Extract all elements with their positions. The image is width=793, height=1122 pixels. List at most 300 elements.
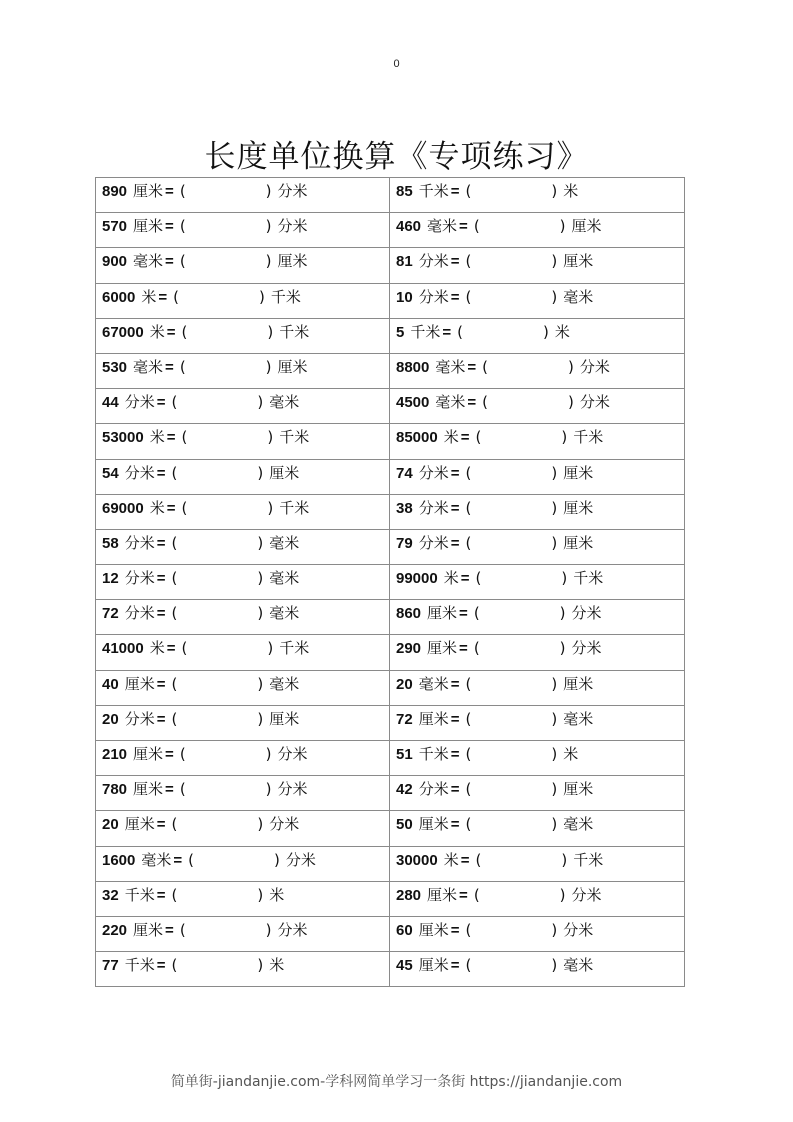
- equals-sign: =: [156, 534, 166, 552]
- close-paren: ): [257, 569, 264, 588]
- equals-sign: =: [450, 253, 460, 271]
- source-unit: 千米: [124, 956, 155, 975]
- open-paren: (: [171, 533, 178, 552]
- quantity-value: 50: [396, 816, 413, 834]
- problem-cell: [390, 846, 685, 881]
- source-unit: 分米: [124, 393, 155, 412]
- source-unit: 分米: [124, 604, 155, 623]
- close-paren: ): [551, 780, 558, 799]
- quantity-value: 6000: [102, 288, 136, 306]
- close-paren: ): [257, 956, 264, 975]
- quantity-value: 20: [102, 816, 119, 834]
- table-row: [96, 600, 685, 635]
- problem-cell: [96, 635, 390, 670]
- equals-sign: =: [166, 499, 176, 517]
- source-unit: 分米: [418, 780, 449, 799]
- close-paren: ): [265, 920, 272, 939]
- open-paren: (: [475, 428, 482, 447]
- quantity-value: 67000: [102, 323, 144, 341]
- equals-sign: =: [173, 851, 183, 869]
- target-unit: 分米: [571, 604, 602, 623]
- close-paren: ): [551, 709, 558, 728]
- target-unit: 分米: [269, 815, 300, 834]
- quantity-value: 81: [396, 253, 413, 271]
- equals-sign: =: [467, 394, 477, 412]
- target-unit: 厘米: [563, 674, 594, 693]
- target-unit: 米: [269, 885, 285, 904]
- open-paren: (: [473, 217, 480, 236]
- close-paren: ): [257, 604, 264, 623]
- problem-cell: [96, 283, 390, 318]
- close-paren: ): [551, 182, 558, 200]
- target-unit: 厘米: [563, 533, 594, 552]
- source-unit: 厘米: [133, 780, 164, 799]
- problem-cell: [96, 916, 390, 951]
- target-unit: 毫米: [269, 674, 300, 693]
- open-paren: (: [482, 357, 489, 376]
- open-paren: (: [179, 357, 186, 376]
- open-paren: (: [171, 956, 178, 975]
- open-paren: (: [475, 569, 482, 588]
- open-paren: (: [181, 639, 188, 658]
- open-paren: (: [179, 780, 186, 799]
- target-unit: 千米: [573, 569, 604, 588]
- problem-cell: [390, 952, 685, 987]
- open-paren: (: [173, 287, 180, 306]
- problem-cell: [390, 459, 685, 494]
- source-unit: 厘米: [427, 639, 458, 658]
- target-unit: 分米: [285, 850, 316, 869]
- quantity-value: 85000: [396, 429, 438, 447]
- close-paren: ): [561, 850, 568, 869]
- table-row: [96, 389, 685, 424]
- table-row: [96, 881, 685, 916]
- conversion-problem: [102, 248, 389, 282]
- close-paren: ): [267, 498, 274, 517]
- target-unit: 毫米: [269, 604, 300, 623]
- equals-sign: =: [165, 358, 174, 376]
- table-row: [96, 248, 685, 283]
- conversion-problem: [102, 917, 389, 951]
- close-paren: ): [561, 428, 568, 447]
- problem-cell: [390, 424, 685, 459]
- equals-sign: =: [165, 183, 174, 200]
- table-row: [96, 705, 685, 740]
- conversion-problem: [396, 776, 684, 810]
- equals-sign: =: [156, 605, 166, 623]
- source-unit: 分米: [418, 287, 449, 306]
- source-unit: 厘米: [133, 920, 164, 939]
- close-paren: ): [559, 604, 566, 623]
- table-row: [96, 494, 685, 529]
- open-paren: (: [188, 850, 195, 869]
- equals-sign: =: [450, 957, 460, 975]
- quantity-value: 44: [102, 394, 119, 412]
- target-unit: 厘米: [563, 498, 594, 517]
- problem-cell: [390, 741, 685, 776]
- close-paren: ): [267, 322, 274, 341]
- close-paren: ): [259, 287, 265, 306]
- equals-sign: =: [156, 464, 166, 482]
- conversion-problem: [102, 706, 389, 740]
- problem-cell: [390, 283, 685, 318]
- problem-cell: [390, 635, 685, 670]
- problem-cell: [96, 565, 390, 600]
- equals-sign: =: [165, 746, 174, 763]
- open-paren: (: [171, 569, 178, 588]
- close-paren: ): [551, 745, 558, 763]
- quantity-value: 900: [102, 253, 128, 271]
- equals-sign: =: [459, 605, 468, 623]
- source-unit: 分米: [418, 498, 449, 517]
- conversion-problem: [396, 213, 684, 247]
- close-paren: ): [568, 393, 574, 412]
- source-unit: 毫米: [427, 217, 458, 236]
- problem-cell: [96, 846, 390, 881]
- target-unit: 厘米: [571, 217, 602, 236]
- quantity-value: 5: [396, 323, 405, 341]
- equals-sign: =: [165, 218, 174, 236]
- target-unit: 分米: [571, 885, 602, 904]
- open-paren: (: [465, 287, 472, 306]
- conversion-exercise-table: [95, 177, 685, 987]
- problem-cell: [390, 494, 685, 529]
- source-unit: 千米: [418, 182, 449, 200]
- open-paren: (: [475, 850, 482, 869]
- conversion-problem: [396, 847, 684, 881]
- equals-sign: =: [450, 710, 460, 728]
- quantity-value: 460: [396, 218, 422, 236]
- conversion-problem: [102, 213, 389, 247]
- conversion-problem: [396, 178, 684, 212]
- table-row: [96, 846, 685, 881]
- problem-cell: [96, 776, 390, 811]
- target-unit: 千米: [573, 850, 604, 869]
- source-unit: 分米: [418, 533, 449, 552]
- close-paren: ): [267, 428, 274, 447]
- table-row: [96, 213, 685, 248]
- equals-sign: =: [450, 499, 460, 517]
- problem-cell: [96, 248, 390, 283]
- open-paren: (: [465, 498, 472, 517]
- quantity-value: 40: [102, 675, 119, 693]
- equals-sign: =: [450, 816, 460, 834]
- page-number: 0: [393, 58, 400, 70]
- equals-sign: =: [442, 323, 452, 341]
- source-unit: 米: [149, 322, 165, 341]
- table-row: [96, 565, 685, 600]
- quantity-value: 570: [102, 218, 128, 236]
- problem-cell: [96, 600, 390, 635]
- close-paren: ): [551, 252, 558, 271]
- close-paren: ): [265, 182, 272, 200]
- conversion-problem: [102, 882, 389, 916]
- target-unit: 毫米: [269, 533, 300, 552]
- open-paren: (: [473, 604, 480, 623]
- problem-cell: [390, 389, 685, 424]
- problem-cell: [96, 811, 390, 846]
- equals-sign: =: [450, 464, 460, 482]
- source-unit: 毫米: [418, 674, 449, 693]
- open-paren: (: [171, 393, 178, 412]
- target-unit: 分米: [277, 745, 308, 763]
- open-paren: (: [457, 322, 463, 341]
- problem-cell: [390, 178, 685, 213]
- quantity-value: 85: [396, 183, 413, 200]
- open-paren: (: [171, 463, 178, 482]
- conversion-problem: [102, 847, 389, 881]
- conversion-problem: [396, 952, 684, 986]
- problem-cell: [96, 705, 390, 740]
- open-paren: (: [179, 920, 186, 939]
- open-paren: (: [179, 252, 186, 271]
- equals-sign: =: [166, 429, 176, 447]
- problem-cell: [390, 811, 685, 846]
- open-paren: (: [181, 428, 188, 447]
- quantity-value: 30000: [396, 851, 438, 869]
- problem-cell: [390, 318, 685, 353]
- close-paren: ): [559, 639, 566, 658]
- source-unit: 厘米: [124, 674, 155, 693]
- target-unit: 毫米: [563, 815, 594, 834]
- quantity-value: 890: [102, 183, 128, 200]
- open-paren: (: [465, 745, 472, 763]
- quantity-value: 99000: [396, 570, 438, 588]
- equals-sign: =: [158, 288, 168, 306]
- target-unit: 分米: [579, 357, 610, 376]
- close-paren: ): [559, 885, 566, 904]
- open-paren: (: [179, 182, 186, 200]
- conversion-problem: [396, 565, 684, 599]
- conversion-problem: [396, 354, 684, 388]
- equals-sign: =: [450, 781, 460, 799]
- open-paren: (: [465, 815, 472, 834]
- source-unit: 米: [149, 498, 165, 517]
- problem-cell: [390, 600, 685, 635]
- target-unit: 毫米: [269, 569, 300, 588]
- table-row: [96, 529, 685, 564]
- conversion-problem: [102, 178, 389, 212]
- equals-sign: =: [459, 218, 468, 236]
- quantity-value: 45: [396, 957, 413, 975]
- target-unit: 厘米: [563, 252, 594, 271]
- close-paren: ): [542, 322, 549, 341]
- close-paren: ): [265, 357, 272, 376]
- target-unit: 米: [563, 182, 579, 200]
- quantity-value: 72: [396, 710, 413, 728]
- footer-watermark: 简单街-jiandanjie.com-学科网简单学习一条街 https://jiandanjie.com: [170, 1074, 623, 1090]
- conversion-problem: [102, 424, 389, 458]
- quantity-value: 58: [102, 534, 119, 552]
- close-paren: ): [561, 569, 568, 588]
- equals-sign: =: [165, 253, 174, 271]
- quantity-value: 780: [102, 781, 128, 799]
- source-unit: 千米: [418, 745, 449, 763]
- table-row: [96, 811, 685, 846]
- conversion-problem: [396, 635, 684, 669]
- target-unit: 分米: [277, 217, 308, 236]
- close-paren: ): [559, 217, 566, 236]
- close-paren: ): [568, 357, 574, 376]
- open-paren: (: [181, 498, 188, 517]
- equals-sign: =: [156, 816, 166, 834]
- conversion-problem: [396, 389, 684, 423]
- close-paren: ): [551, 287, 558, 306]
- quantity-value: 860: [396, 605, 422, 623]
- conversion-problem: [396, 248, 684, 282]
- conversion-problem: [396, 284, 684, 318]
- equals-sign: =: [450, 288, 460, 306]
- problem-cell: [390, 565, 685, 600]
- quantity-value: 74: [396, 464, 413, 482]
- table-row: [96, 952, 685, 987]
- quantity-value: 51: [396, 746, 413, 763]
- quantity-value: 290: [396, 640, 422, 658]
- quantity-value: 1600: [102, 851, 136, 869]
- source-unit: 米: [443, 850, 459, 869]
- source-unit: 毫米: [141, 850, 172, 869]
- quantity-value: 38: [396, 499, 413, 517]
- table-row: [96, 670, 685, 705]
- conversion-problem: [396, 811, 684, 845]
- table-row: [96, 741, 685, 776]
- conversion-problem: [102, 635, 389, 669]
- problem-cell: [96, 178, 390, 213]
- quantity-value: 4500: [396, 394, 430, 412]
- target-unit: 厘米: [563, 780, 594, 799]
- conversion-problem: [102, 671, 389, 705]
- quantity-value: 8800: [396, 358, 430, 376]
- target-unit: 千米: [573, 428, 604, 447]
- open-paren: (: [465, 709, 472, 728]
- target-unit: 厘米: [563, 463, 594, 482]
- quantity-value: 54: [102, 464, 119, 482]
- conversion-problem: [396, 671, 684, 705]
- close-paren: ): [265, 780, 272, 799]
- source-unit: 厘米: [133, 217, 164, 236]
- source-unit: 分米: [124, 709, 155, 728]
- conversion-problem: [396, 424, 684, 458]
- quantity-value: 280: [396, 886, 422, 904]
- problem-cell: [390, 353, 685, 388]
- equals-sign: =: [156, 710, 166, 728]
- source-unit: 毫米: [435, 357, 466, 376]
- close-paren: ): [551, 498, 558, 517]
- quantity-value: 220: [102, 921, 128, 939]
- target-unit: 分米: [579, 393, 610, 412]
- equals-sign: =: [467, 358, 477, 376]
- equals-sign: =: [460, 851, 470, 869]
- open-paren: (: [171, 709, 178, 728]
- close-paren: ): [257, 674, 264, 693]
- open-paren: (: [171, 604, 178, 623]
- table-row: [96, 776, 685, 811]
- target-unit: 毫米: [563, 956, 594, 975]
- conversion-problem: [102, 565, 389, 599]
- source-unit: 厘米: [418, 956, 449, 975]
- target-unit: 分米: [563, 920, 594, 939]
- equals-sign: =: [156, 675, 166, 693]
- table-row: [96, 283, 685, 318]
- equals-sign: =: [156, 570, 166, 588]
- table-row: [96, 635, 685, 670]
- quantity-value: 69000: [102, 499, 144, 517]
- open-paren: (: [171, 674, 178, 693]
- target-unit: 分米: [571, 639, 602, 658]
- source-unit: 毫米: [435, 393, 466, 412]
- source-unit: 分米: [124, 463, 155, 482]
- problem-cell: [96, 670, 390, 705]
- problem-cell: [390, 248, 685, 283]
- conversion-problem: [102, 776, 389, 810]
- close-paren: ): [551, 463, 558, 482]
- quantity-value: 32: [102, 886, 119, 904]
- conversion-problem: [102, 495, 389, 529]
- source-unit: 厘米: [124, 815, 155, 834]
- equals-sign: =: [460, 570, 470, 588]
- problem-cell: [390, 529, 685, 564]
- problem-cell: [390, 670, 685, 705]
- conversion-problem: [102, 811, 389, 845]
- open-paren: (: [465, 920, 472, 939]
- table-row: [96, 424, 685, 459]
- source-unit: 厘米: [133, 182, 164, 200]
- source-unit: 分米: [124, 533, 155, 552]
- close-paren: ): [265, 217, 272, 236]
- open-paren: (: [465, 463, 472, 482]
- problem-cell: [390, 705, 685, 740]
- problem-cell: [96, 424, 390, 459]
- target-unit: 毫米: [563, 709, 594, 728]
- close-paren: ): [257, 885, 264, 904]
- quantity-value: 10: [396, 288, 413, 306]
- equals-sign: =: [166, 640, 176, 658]
- close-paren: ): [265, 252, 272, 271]
- conversion-problem: [102, 319, 389, 353]
- quantity-value: 72: [102, 605, 119, 623]
- conversion-problem: [396, 530, 684, 564]
- source-unit: 厘米: [427, 885, 458, 904]
- source-unit: 米: [149, 639, 165, 658]
- target-unit: 厘米: [269, 463, 300, 482]
- source-unit: 米: [141, 287, 157, 306]
- open-paren: (: [473, 885, 480, 904]
- source-unit: 厘米: [418, 709, 449, 728]
- source-unit: 千米: [410, 322, 441, 341]
- close-paren: ): [257, 463, 264, 482]
- page-title: 长度单位换算《专项练习》: [204, 138, 589, 175]
- close-paren: ): [257, 393, 264, 412]
- target-unit: 千米: [279, 428, 310, 447]
- open-paren: (: [179, 745, 186, 763]
- problem-cell: [96, 881, 390, 916]
- quantity-value: 42: [396, 781, 413, 799]
- target-unit: 米: [269, 956, 285, 975]
- problem-cell: [96, 741, 390, 776]
- problem-cell: [96, 318, 390, 353]
- target-unit: 千米: [270, 287, 301, 306]
- problem-cell: [96, 952, 390, 987]
- target-unit: 厘米: [269, 709, 300, 728]
- equals-sign: =: [165, 781, 174, 799]
- source-unit: 厘米: [133, 745, 164, 763]
- equals-sign: =: [450, 183, 460, 200]
- source-unit: 千米: [124, 885, 155, 904]
- close-paren: ): [257, 709, 264, 728]
- target-unit: 毫米: [563, 287, 594, 306]
- close-paren: ): [274, 850, 280, 869]
- problem-cell: [96, 213, 390, 248]
